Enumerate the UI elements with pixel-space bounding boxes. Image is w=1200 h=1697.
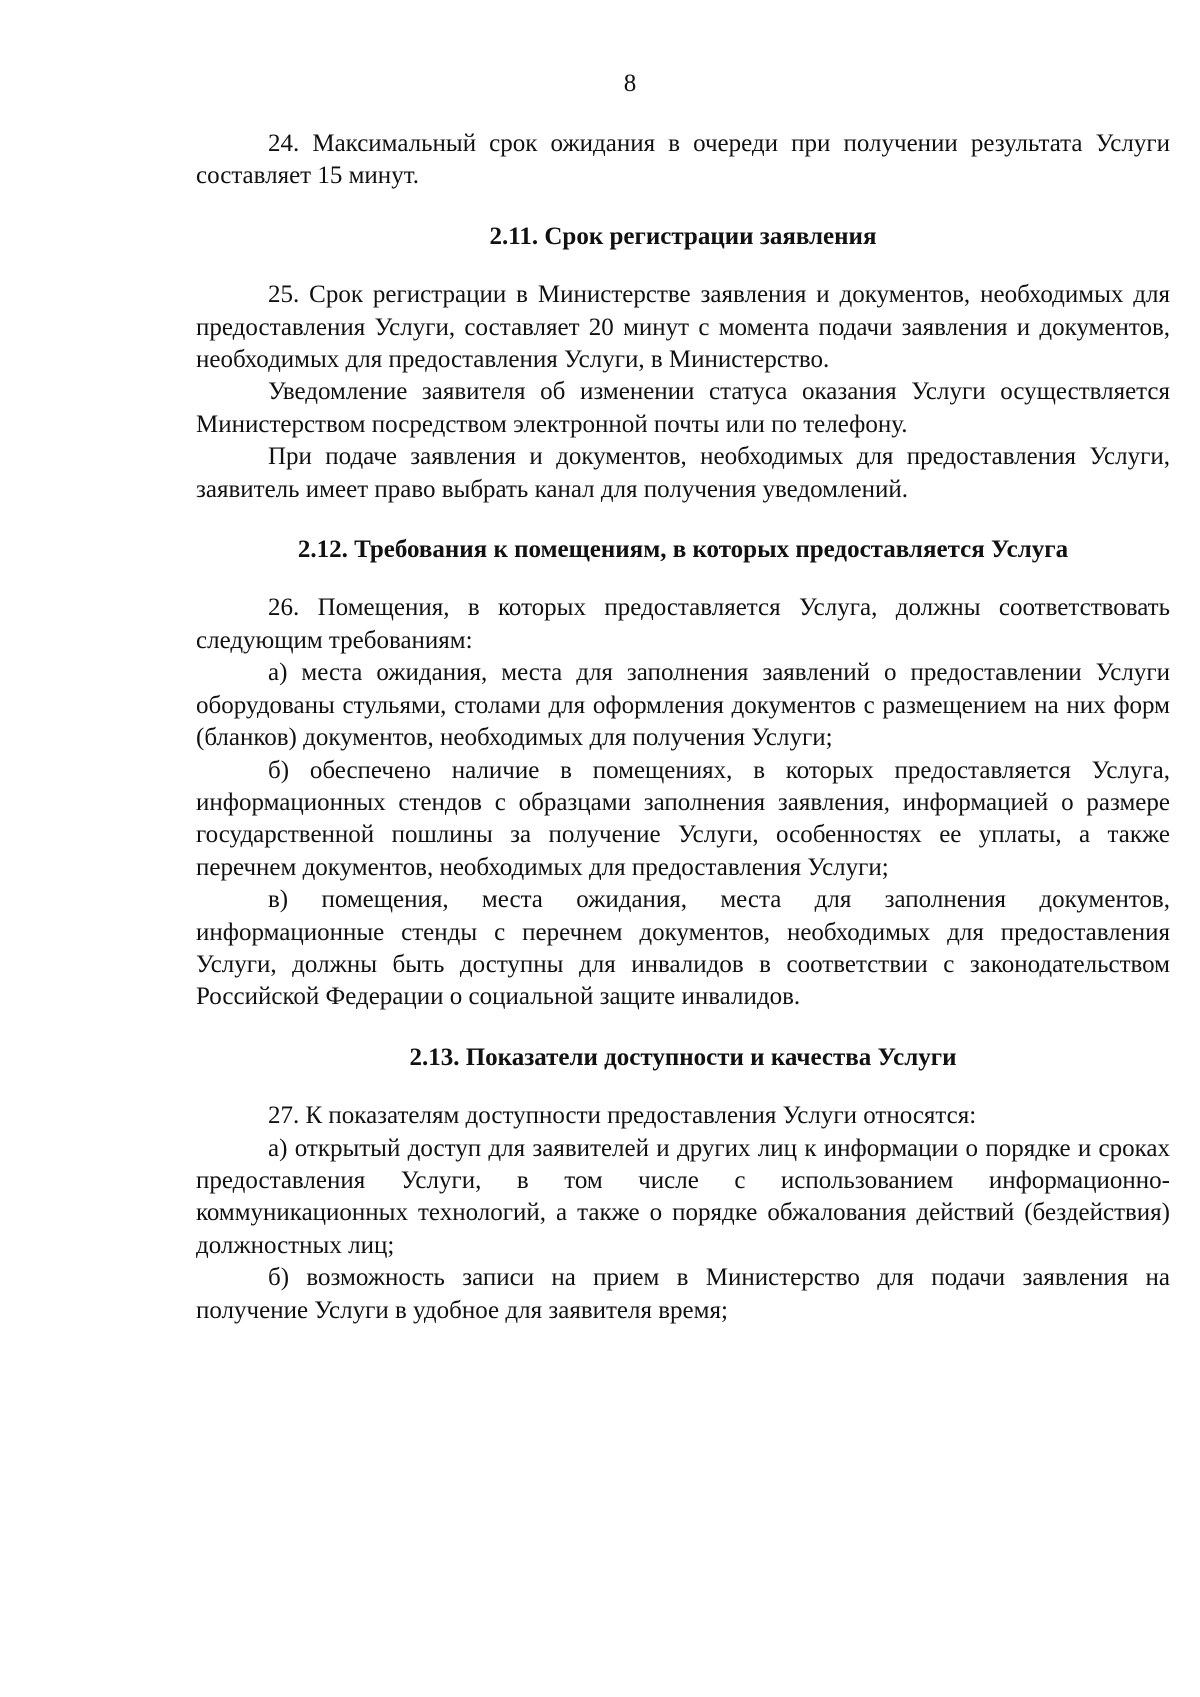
spacer	[196, 506, 1170, 534]
paragraph-25-notice: Уведомление заявителя об изменении статуса оказания Услуги осуществляется Министерством посредством электронной почты или по телефону.	[196, 378, 1170, 438]
paragraph-24: 24. Максимальный срок ожидания в очереди при получении результата Услуги составляет 15 минут.	[196, 130, 1170, 190]
paragraph-26: 26. Помещения, в которых предоставляется Услуга, должны соответствовать следующим требованиям:	[196, 594, 1170, 654]
paragraph-27-a: а) открытый доступ для заявителей и других лиц к информации о порядке и сроках предоставления Услуги, в том числе с использованием информационно-коммуникационных технологий, а также о порядке обжалования действий (бездействия) должностных лиц;	[196, 1134, 1170, 1259]
paragraph-26-b: б) обеспечено наличие в помещениях, в которых предоставляется Услуга, информационных стендов с образцами заполнения заявления, информацией о размере государственной пошлины за получение Услуги, особенностях ее уплаты, а также перечнем документов, необходимых для предоставления Услуги;	[196, 756, 1170, 881]
page-number: 8	[623, 70, 637, 97]
spacer	[196, 253, 1170, 279]
paragraph-26-a: а) места ожидания, места для заполнения заявлений о предоставлении Услуги оборудованы стульями, столами для оформления документов с размещением на них форм (бланков) документов, необходимых для получения Услуги;	[196, 659, 1170, 752]
section-heading-2-12: 2.12. Требования к помещениям, в которых предоставляется Услуга	[297, 536, 1069, 564]
spacer	[196, 1074, 1170, 1100]
paragraph-25: 25. Срок регистрации в Министерстве заявления и документов, необходимых для предоставления Услуги, составляет 20 минут с момента подачи заявления и документов, необходимых для предоставления Услуги, в Министерство.	[196, 281, 1170, 374]
section-heading-2-13: 2.13. Показатели доступности и качества Услуги	[409, 1043, 957, 1071]
paragraph-27: 27. К показателям доступности предоставления Услуги относятся:	[268, 1102, 977, 1130]
paragraph-27-b: б) возможность записи на прием в Министерство для подачи заявления на получение Услуги в удобное для заявителя время;	[196, 1264, 1170, 1324]
spacer	[196, 1014, 1170, 1042]
paragraph-26-v: в) помещения, места ожидания, места для заполнения документов, информационные стенды с перечнем документов, необходимых для предоставления Услуги, должны быть доступны для инвалидов в соответствии с законодательством Российской Федерации о социальной защите инвалидов.	[196, 886, 1170, 1011]
document-body	[196, 128, 1170, 1327]
section-heading-2-11: 2.11. Срок регистрации заявления	[489, 222, 877, 250]
spacer	[196, 566, 1170, 592]
spacer	[196, 193, 1170, 221]
paragraph-25-channel: При подаче заявления и документов, необходимых для предоставления Услуги, заявитель имеет право выбрать канал для получения уведомлений.	[196, 443, 1170, 503]
